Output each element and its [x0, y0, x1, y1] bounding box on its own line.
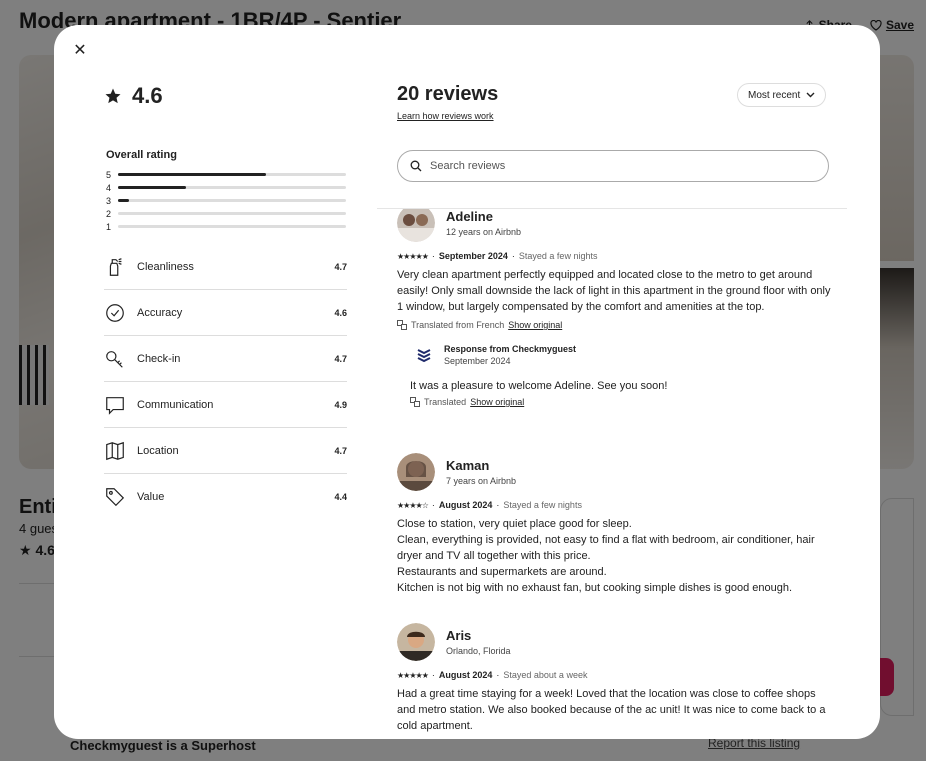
category-name: Cleanliness [137, 260, 194, 273]
distribution-stars: 4 [106, 182, 112, 193]
rating-distribution [106, 168, 346, 233]
review-meta: ★★★★★ · September 2024 · Stayed a few nights [397, 251, 598, 261]
distribution-stars: 2 [106, 208, 112, 219]
category-ratings [104, 244, 347, 520]
review-stars: ★★★★★ [397, 251, 428, 261]
category-value: 4.7 [334, 445, 347, 456]
translation-note [410, 397, 837, 407]
category-value: 4.9 [334, 399, 347, 410]
category-name: Communication [137, 398, 214, 411]
reviewer-name: Aris [446, 628, 472, 643]
close-button[interactable]: ✕ [73, 42, 87, 59]
review-date: August 2024 [438, 500, 493, 510]
category-name: Location [137, 444, 179, 457]
category-value: 4.7 [334, 353, 347, 364]
category-communication [104, 382, 347, 428]
avatar[interactable] [397, 453, 435, 491]
category-cleanliness [104, 244, 347, 290]
category-value [104, 474, 347, 520]
review-item [397, 209, 837, 407]
category-value: 4.7 [334, 261, 347, 272]
map-icon [104, 440, 126, 462]
review-date: August 2024 [438, 670, 493, 680]
search-input[interactable] [430, 160, 810, 172]
review-stars: ★★★★☆ [397, 500, 428, 510]
reviewer-name: Kaman [446, 458, 490, 473]
show-original-link[interactable]: Show original [470, 397, 525, 407]
reviewer-since: 7 years on Airbnb [446, 476, 517, 486]
sort-label: Most recent [748, 89, 801, 101]
average-rating-value: 4.6 [132, 83, 163, 108]
tag-icon [104, 486, 126, 508]
category-value: 4.6 [334, 307, 347, 318]
category-value: 4.4 [334, 492, 347, 502]
average-rating [104, 83, 163, 109]
star-icon [104, 87, 122, 105]
distribution-stars: 3 [106, 195, 112, 206]
avatar[interactable] [397, 623, 435, 661]
show-original-link[interactable]: Show original [508, 320, 563, 330]
key-icon [104, 348, 126, 370]
review-stay: Stayed a few nights [503, 500, 582, 510]
distribution-bar [118, 199, 129, 202]
host-response [397, 344, 837, 407]
category-location [104, 428, 347, 474]
review-item [397, 453, 837, 596]
overall-rating-label: Overall rating [106, 149, 177, 161]
review-stay: Stayed about a week [503, 670, 588, 680]
learn-reviews-link[interactable]: Learn how reviews work [397, 111, 494, 121]
response-text: It was a pleasure to welcome Adeline. See you soon! [410, 380, 668, 392]
translation-label: Translated [424, 397, 467, 407]
spray-bottle-icon [104, 256, 126, 278]
chevron-down-icon [806, 92, 815, 98]
search-icon [410, 160, 422, 172]
reviewer-location: Orlando, Florida [446, 646, 511, 656]
reviews-modal [54, 25, 880, 739]
review-stay: Stayed a few nights [518, 251, 598, 261]
search-reviews[interactable] [397, 150, 829, 182]
review-item [397, 623, 837, 734]
distribution-bar [118, 173, 266, 176]
review-text: Close to station, very quiet place good for sleep. Clean, everything is provided, not easy to find a flat with bedroom, air conditioner, hair dryer and TV all together with this price. Restaurants and supermarkets are around. Kitchen is not big with no exhaust fan, but cooking simple dishes is good enough. [397, 518, 815, 594]
distribution-row [106, 181, 346, 194]
translation-note [397, 320, 837, 330]
distribution-row [106, 168, 346, 181]
category-name: Accuracy [137, 306, 183, 319]
distribution-row [106, 220, 346, 233]
review-meta: ★★★★★ · August 2024 · Stayed about a week [397, 670, 588, 680]
category-name: Check-in [137, 352, 181, 365]
distribution-stars: 5 [106, 169, 112, 180]
translate-icon [397, 320, 407, 330]
distribution-row [106, 207, 346, 220]
translate-icon [410, 397, 420, 407]
review-text: Very clean apartment perfectly equipped and located close to the metro to get around easily! Only small downside the lack of light in this apartment in the ground floor with only 1 window, but largely compensated by the comfort and amenities at the top. [397, 269, 831, 313]
host-logo-icon [414, 345, 434, 365]
avatar[interactable] [397, 209, 435, 242]
reviews-list[interactable] [377, 209, 880, 739]
category-accuracy [104, 290, 347, 336]
check-circle-icon [104, 302, 126, 324]
reviewer-name: Adeline [446, 209, 493, 224]
distribution-row [106, 194, 346, 207]
response-name: Response from Checkmyguest [444, 344, 577, 354]
chat-bubble-icon [104, 394, 126, 416]
review-date: September 2024 [438, 251, 508, 261]
sort-dropdown[interactable] [737, 83, 826, 107]
category-name: Value [137, 491, 165, 503]
translation-label: Translated from French [411, 320, 505, 330]
distribution-stars: 1 [106, 221, 112, 232]
reviewer-since: 12 years on Airbnb [446, 227, 522, 237]
review-meta: ★★★★☆ · August 2024 · Stayed a few nights [397, 500, 582, 510]
response-date: September 2024 [444, 356, 511, 366]
category-check-in [104, 336, 347, 382]
reviews-count-title: 20 reviews [397, 83, 499, 105]
reviews-panel [377, 25, 880, 739]
distribution-bar [118, 186, 186, 189]
review-text: Had a great time staying for a week! Loved that the location was close to coffee shops and metro station. We also booked because of the ac unit! It was nice to come back to a cold apartment. [397, 688, 826, 732]
review-stars: ★★★★★ [397, 670, 428, 680]
